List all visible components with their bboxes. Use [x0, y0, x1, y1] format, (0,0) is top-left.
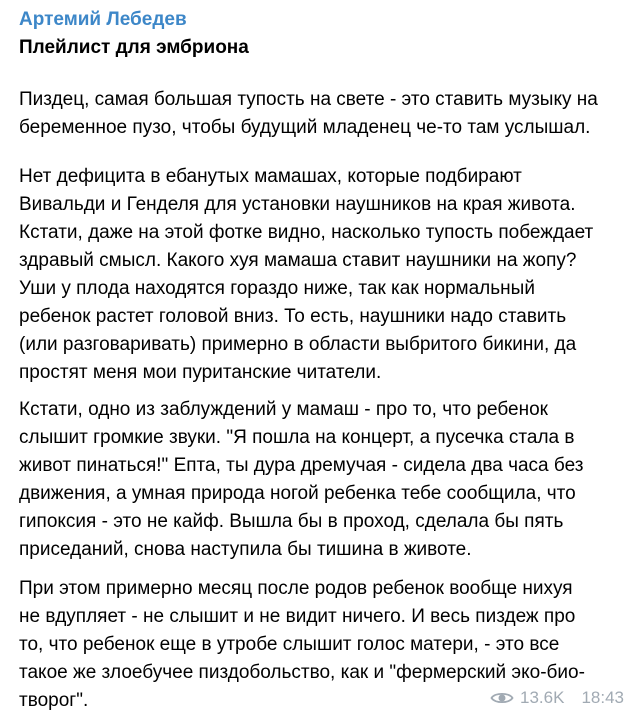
view-count: 13.6K	[520, 688, 565, 707]
post-text-line: Кстати, даже на этой фотке видно, насколько тупость побеждает	[19, 222, 594, 243]
post-text-line: Уши у плода находятся гораздо ниже, так как нормальный	[19, 278, 535, 299]
post-text-line: живот пинаться!" Епта, ты дура дремучая - сидела два часа без	[19, 455, 584, 476]
channel-name[interactable]: Артемий Лебедев	[19, 9, 187, 30]
post-text-line: ребенок растет головой вниз. То есть, наушники надо ставить	[19, 306, 567, 327]
post-text-line: Пиздец, самая большая тупость на свете - это ставить музыку на	[19, 89, 598, 110]
post-text-line: такое же злоебучее пиздобольство, как и "фермерский эко-био-	[19, 662, 585, 683]
post-text-line: Вивальди и Генделя для установки наушников на края живота.	[19, 194, 576, 215]
post-text-line: гипоксия - это не кайф. Вышла бы в проход, сделала бы пять	[19, 511, 564, 532]
post-text-line: Нет дефицита в ебанутых мамашах, которые подбирают	[19, 166, 522, 187]
post-text-line: творог".	[19, 690, 89, 711]
post-text-line: движения, а умная природа ногой ребенка тебе сообщила, что	[19, 483, 576, 504]
eye-icon	[490, 690, 514, 706]
post-title: Плейлист для эмбриона	[19, 37, 249, 58]
post-text-line: При этом примерно месяц после родов ребенок вообще нихуя	[19, 578, 573, 599]
post-text-line: Кстати, одно из заблуждений у мамаш - про то, что ребенок	[19, 399, 548, 420]
post-paragraph-2	[19, 163, 631, 387]
post-text-line: (или разговаривать) примерно в области выбритого бикини, да	[19, 334, 577, 355]
post-text-line: простят меня мои пуританские читатели.	[19, 362, 382, 383]
post-text-line: беременное пузо, чтобы будущий младенец че-то там услышал.	[19, 117, 591, 138]
post-meta	[490, 686, 624, 710]
post-text-line: то, что ребенок еще в утробе слышит голос матери, - это все	[19, 634, 560, 655]
post-text-line: не вдупляет - не слышит и не видит ничего. И весь пиздеж про	[19, 606, 576, 627]
post-text-line: приседаний, снова наступила бы тишина в животе.	[19, 539, 472, 560]
post-text-line: слышит громкие звуки. "Я пошла на концерт, а пусечка стала в	[19, 427, 575, 448]
post-paragraph-1	[19, 86, 631, 142]
post-text-line: здравый смысл. Какого хуя мамаша ставит наушники на жопу?	[19, 250, 577, 271]
post-paragraph-3	[19, 396, 631, 564]
post-time: 18:43	[581, 688, 624, 707]
